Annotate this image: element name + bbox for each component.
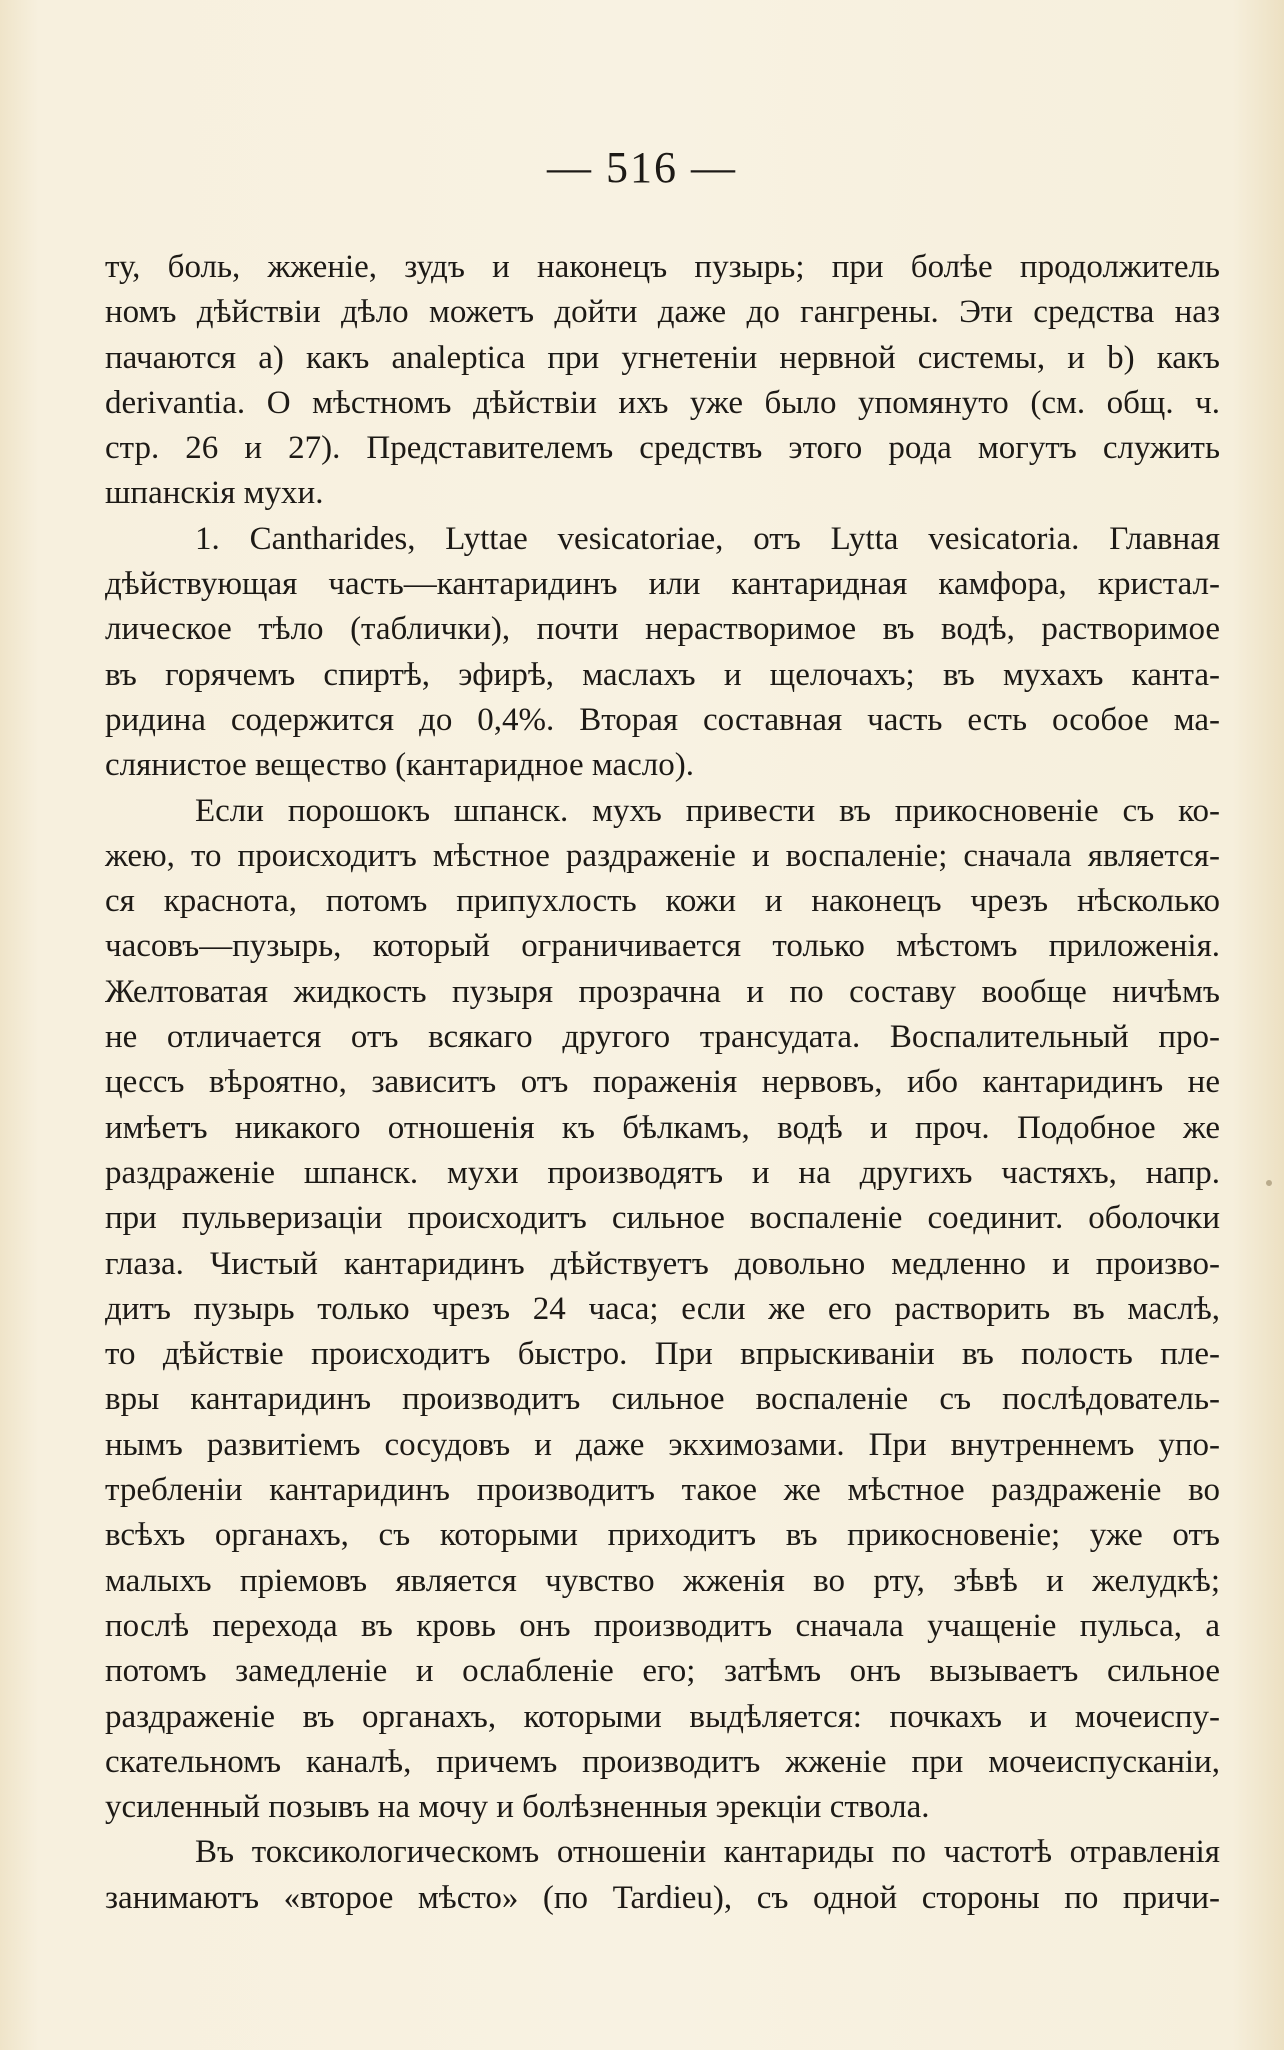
text-line: дитъ пузырь только чрезъ 24 часа; если же его растворить въ маслѣ,: [105, 1290, 1220, 1327]
text-line: глаза. Чистый кантаридинъ дѣйствуетъ довольно медленно и произво-: [105, 1245, 1220, 1282]
text-line: шпанскія мухи.: [105, 475, 324, 512]
text-line: часовъ—пузырь, который ограничивается только мѣстомъ приложенія.: [105, 928, 1220, 965]
text-line: то дѣйствіе происходитъ быстро. При впрыскиваніи въ полость пле-: [105, 1336, 1220, 1373]
text-line: слянистое вещество (кантаридное масло).: [105, 747, 695, 784]
text-line: раздраженіе въ органахъ, которыми выдѣляется: почкахъ и мочеиспу-: [105, 1698, 1220, 1735]
text-line: 1. Cantharides, Lyttae vesicatoriae, отъ Lytta vesicatoria. Главная: [195, 520, 1220, 557]
text-line: нымъ развитіемъ сосудовъ и даже экхимозами. При внутреннемъ упо-: [105, 1426, 1220, 1463]
text-line: всѣхъ органахъ, съ которыми приходитъ въ прикосновеніе; уже отъ: [105, 1517, 1220, 1554]
text-line: вры кантаридинъ производитъ сильное воспаленіе съ послѣдователь-: [105, 1381, 1220, 1418]
text-line: послѣ перехода въ кровь онъ производитъ сначала учащеніе пульса, а: [105, 1607, 1220, 1644]
text-line: при пульверизаціи происходитъ сильное воспаленіе соединит. оболочки: [105, 1200, 1220, 1237]
text-line: имѣетъ никакого отношенія къ бѣлкамъ, водѣ и проч. Подобное же: [105, 1109, 1220, 1146]
text-line: въ горячемъ спиртѣ, эфирѣ, маслахъ и щелочахъ; въ мухахъ канта-: [105, 656, 1220, 693]
text-line: усиленный позывъ на мочу и болѣзненныя эрекціи ствола.: [105, 1789, 930, 1826]
text-line: потомъ замедленіе и ослабленіе его; затѣмъ онъ вызываетъ сильное: [105, 1653, 1220, 1690]
text-line: Желтоватая жидкость пузыря прозрачна и по составу вообще ничѣмъ: [105, 973, 1220, 1010]
body-text: [105, 245, 1220, 1921]
text-line: раздраженіе шпанск. мухи производятъ и на другихъ частяхъ, напр.: [105, 1154, 1220, 1191]
text-line: стр. 26 и 27). Представителемъ средствъ этого рода могутъ служить: [105, 430, 1220, 467]
text-line: не отличается отъ всякаго другого трансудата. Воспалительный про-: [105, 1019, 1220, 1056]
page-number: — 516 —: [547, 143, 737, 192]
text-line: скательномъ каналѣ, причемъ производитъ жженіе при мочеиспусканіи,: [105, 1743, 1220, 1780]
text-line: ся краснота, потомъ припухлость кожи и наконецъ чрезъ нѣсколько: [105, 883, 1220, 920]
text-line: дѣйствующая часть—кантаридинъ или кантаридная камфора, кристал-: [105, 566, 1220, 603]
text-line: ридина содержится до 0,4%. Вторая составная часть есть особое ма-: [105, 701, 1220, 738]
text-line: малыхъ пріемовъ является чувство жженія во рту, зѣвѣ и желудкѣ;: [105, 1562, 1220, 1599]
text-line: Въ токсикологическомъ отношеніи кантариды по частотѣ отравленія: [195, 1834, 1220, 1871]
paper-speck: [1266, 1180, 1272, 1186]
text-line: лическое тѣло (таблички), почти нерастворимое въ водѣ, растворимое: [105, 611, 1220, 648]
text-line: занимаютъ «второе мѣсто» (по Tardieu), съ одной стороны по причи-: [105, 1879, 1220, 1916]
text-line: жею, то происходитъ мѣстное раздраженіе и воспаленіе; сначала является-: [105, 837, 1220, 874]
text-line: Если порошокъ шпанск. мухъ привести въ прикосновеніе съ ко-: [195, 792, 1220, 829]
text-line: цессъ вѣроятно, зависитъ отъ пораженія нервовъ, ибо кантаридинъ не: [105, 1064, 1220, 1101]
text-line: номъ дѣйствіи дѣло можетъ дойти даже до гангрены. Эти средства наз: [105, 294, 1220, 331]
text-line: derivantia. О мѣстномъ дѣйствіи ихъ уже было упомянуто (см. общ. ч.: [105, 384, 1220, 421]
text-line: ту, боль, жженіе, зудъ и наконецъ пузырь; при болѣе продолжитель: [105, 249, 1220, 285]
text-line: пачаются а) какъ analeptica при угнетеніи нервной системы, и b) какъ: [105, 339, 1220, 376]
text-line: требленіи кантаридинъ производитъ такое же мѣстное раздраженіе во: [105, 1472, 1220, 1509]
